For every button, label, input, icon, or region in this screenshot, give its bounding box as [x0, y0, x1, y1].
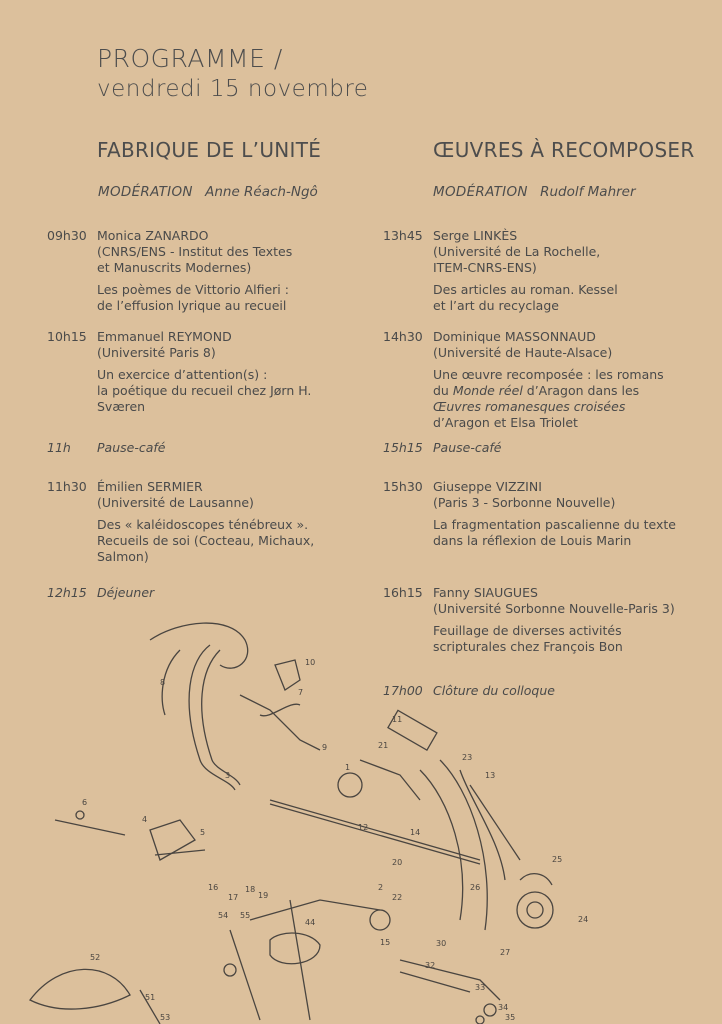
- affiliation: ITEM-CNRS-ENS): [433, 260, 537, 275]
- affiliation: (CNRS/ENS - Institut des Textes: [97, 244, 293, 259]
- talk-title: Des articles au roman. Kessel: [433, 282, 618, 297]
- talk-title: Feuillage de diverses activités: [433, 623, 622, 638]
- affiliation: (Université de Lausanne): [97, 495, 254, 510]
- part-number: 4: [142, 815, 148, 824]
- break-label: Déjeuner: [97, 585, 155, 600]
- part-number: 7: [298, 688, 304, 697]
- entry-time: 10h15: [47, 329, 87, 344]
- talk-title: Recueils de soi (Cocteau, Michaux,: [97, 533, 315, 548]
- entry-time: 11h: [47, 440, 71, 455]
- handlebar-tape: [202, 650, 240, 785]
- moderation-label: MODÉRATION: [433, 184, 528, 200]
- part-number: 14: [410, 828, 421, 837]
- part-number: 19: [258, 891, 269, 900]
- entry-time: 13h45: [383, 228, 423, 243]
- part-number: 23: [462, 753, 473, 762]
- part-number: 2: [378, 883, 384, 892]
- sprocket-hub: [527, 902, 543, 918]
- right-moderation: [433, 184, 636, 200]
- entry-time: 17h00: [383, 683, 423, 698]
- talk-title: scripturales chez François Bon: [433, 639, 623, 654]
- lever-bracket: [275, 660, 300, 690]
- right-section-title: ŒUVRES À RECOMPOSER: [433, 138, 695, 162]
- part-number: 53: [160, 1013, 171, 1022]
- affiliation: (Paris 3 - Sorbonne Nouvelle): [433, 495, 616, 510]
- speaker-name: Giuseppe VIZZINI: [433, 479, 542, 494]
- part-number: 6: [82, 798, 88, 807]
- talk-title: Un exercice d’attention(s) :: [97, 367, 268, 382]
- part-number: 16: [208, 883, 219, 892]
- talk-title: dans la réflexion de Louis Marin: [433, 533, 632, 548]
- part-number: 32: [425, 961, 436, 970]
- part-number: 34: [498, 1003, 509, 1012]
- part-number: 17: [228, 893, 239, 902]
- washer: [224, 964, 236, 976]
- frame-tube: [250, 900, 380, 920]
- talk-title: La fragmentation pascalienne du texte: [433, 517, 676, 532]
- part-number: 55: [240, 911, 251, 920]
- part-number: 26: [470, 883, 481, 892]
- seat-tube: [230, 930, 260, 1020]
- spring-coil: [370, 910, 390, 930]
- talk-title: d’Aragon et Elsa Triolet: [433, 415, 578, 430]
- talk-title: Les poèmes de Vittorio Alfieri :: [97, 282, 289, 297]
- part-number: 21: [378, 741, 389, 750]
- crank-arm: [400, 960, 500, 1000]
- part-number: 33: [475, 983, 486, 992]
- break-label: Pause-café: [97, 440, 166, 455]
- left-section-title: FABRIQUE DE L’UNITÉ: [97, 138, 322, 162]
- stem-bolt: [155, 850, 205, 855]
- speaker-name: Fanny SIAUGUES: [433, 585, 538, 600]
- affiliation: (Université Paris 8): [97, 345, 216, 360]
- speaker-name: Dominique MASSONNAUD: [433, 329, 596, 344]
- stem-clamp: [150, 820, 195, 860]
- part-number: 35: [505, 1013, 516, 1022]
- part-number: 18: [245, 885, 256, 894]
- derailleur: [270, 933, 320, 964]
- spring: [520, 874, 552, 885]
- nut: [76, 811, 84, 819]
- talk-title: la poétique du recueil chez Jørn H.: [97, 383, 312, 398]
- part-number: 15: [380, 938, 391, 947]
- title-text: PROGRAMME /: [97, 44, 283, 73]
- speaker-name: Serge LINKÈS: [433, 228, 518, 243]
- part-number: 11: [392, 715, 403, 724]
- pedal-nut: [484, 1004, 496, 1016]
- handlebar-tape: [189, 645, 235, 790]
- part-number: 10: [305, 658, 316, 667]
- talk-title: Une œuvre recomposée : les romans: [433, 367, 664, 382]
- sprocket: [517, 892, 553, 928]
- saddle: [30, 969, 130, 1009]
- entry-time: 11h30: [47, 479, 87, 494]
- talk-italic-text: Œuvres romanesques croisées: [433, 399, 626, 414]
- pedal-nut: [476, 1016, 484, 1024]
- talk-title: de l’effusion lyrique au recueil: [97, 298, 287, 313]
- date-subtitle: vendredi 15 novembre: [97, 76, 369, 102]
- crank: [360, 760, 420, 800]
- brake-lever: [260, 704, 300, 716]
- part-number: 54: [218, 911, 229, 920]
- entry-time: 15h30: [383, 479, 423, 494]
- part-number: 44: [305, 918, 316, 927]
- moderator-name: Rudolf Mahrer: [540, 184, 636, 200]
- talk-text: du: [433, 383, 453, 398]
- programme-title: [97, 44, 368, 104]
- affiliation: (Université de Haute-Alsace): [433, 345, 613, 360]
- fender-stay: [470, 785, 520, 860]
- speaker-name: Emmanuel REYMOND: [97, 329, 232, 344]
- talk-title: Des « kaléidoscopes ténébreux ».: [97, 517, 309, 532]
- talk-title: [433, 399, 708, 415]
- part-number: 8: [160, 678, 166, 687]
- entry-time: 16h15: [383, 585, 423, 600]
- speaker-name: Émilien SERMIER: [97, 479, 203, 494]
- bearing: [338, 773, 362, 797]
- frame-tube: [270, 800, 480, 860]
- part-number: 51: [145, 993, 156, 1002]
- handlebar-line: [150, 623, 248, 668]
- speaker-name: Monica ZANARDO: [97, 228, 209, 243]
- part-number: 9: [322, 743, 328, 752]
- affiliation: et Manuscrits Modernes): [97, 260, 252, 275]
- entry-time: 12h15: [47, 585, 87, 600]
- entry-time: 14h30: [383, 329, 423, 344]
- entry-time: 09h30: [47, 228, 87, 243]
- affiliation: (Université de La Rochelle,: [433, 244, 601, 259]
- part-number: 3: [225, 771, 231, 780]
- affiliation: (Université Sorbonne Nouvelle-Paris 3): [433, 601, 675, 616]
- talk-title: et l’art du recyclage: [433, 298, 559, 313]
- moderation-label: MODÉRATION: [98, 184, 193, 200]
- bicycle-exploded-illustration: [0, 600, 722, 1024]
- part-number: 52: [90, 953, 101, 962]
- fender: [460, 770, 505, 880]
- talk-title: [433, 383, 708, 399]
- fork-blade: [440, 760, 487, 930]
- left-moderation: [98, 184, 318, 200]
- talk-text: d’Aragon dans les: [522, 383, 640, 398]
- break-label: Clôture du colloque: [433, 683, 555, 698]
- part-number: 30: [436, 939, 447, 948]
- part-number: 25: [552, 855, 563, 864]
- part-number: 22: [392, 893, 403, 902]
- part-number: 24: [578, 915, 589, 924]
- talk-title: Salmon): [97, 549, 149, 564]
- moderator-name: Anne Réach-Ngô: [205, 184, 318, 200]
- entry-time: 15h15: [383, 440, 423, 455]
- talk-title: Sværen: [97, 399, 146, 414]
- talk-italic-text: Monde réel: [452, 383, 523, 398]
- part-number: 20: [392, 858, 403, 867]
- break-label: Pause-café: [433, 440, 502, 455]
- part-number: 12: [358, 823, 369, 832]
- part-number: 5: [200, 828, 206, 837]
- brake-lever: [240, 695, 320, 750]
- part-number: 1: [345, 763, 351, 772]
- part-number: 27: [500, 948, 511, 957]
- part-number: 13: [485, 771, 496, 780]
- axle-bolt: [55, 820, 125, 835]
